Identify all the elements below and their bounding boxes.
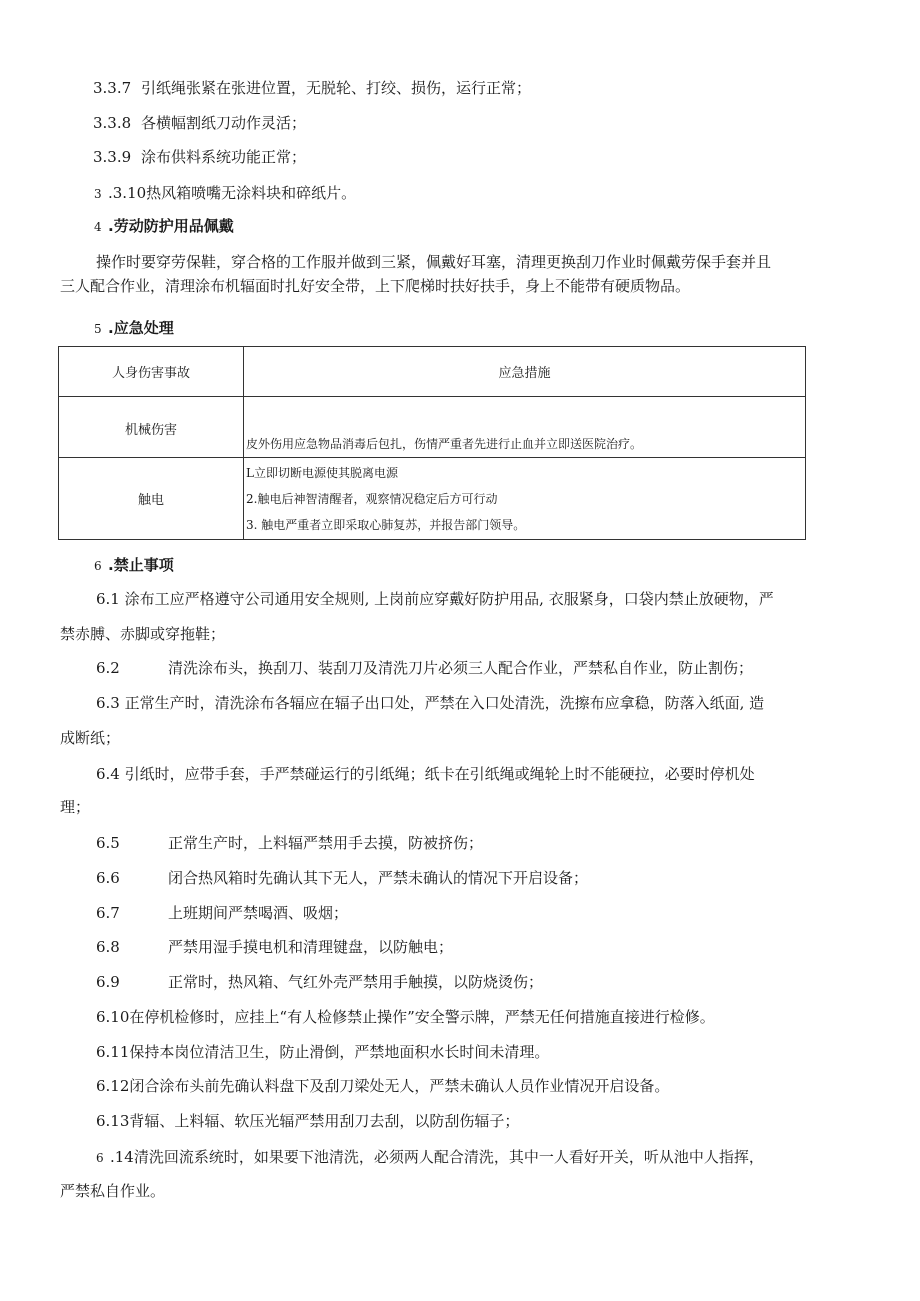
item-3-3-10: [94, 183, 356, 204]
section-title: .应急处理: [108, 319, 174, 337]
p-6-10: 6.10在停机检修时，应挂上“有人检修禁止操作”安全警示牌，严禁无任何措施直接进行检修。: [96, 1008, 715, 1026]
p-6-11: 6.11保持本岗位清洁卫生，防止滑倒，严禁地面积水长时间未清理。: [96, 1043, 550, 1061]
item-text: .3.10热风箱喷嘴无涂料块和碎纸片。: [108, 184, 357, 202]
p-6-4-line-1: 6.4 引纸时，应带手套，手严禁碰运行的引纸绳；纸卡在引纸绳或绳轮上时不能硬拉，必要时停机处: [96, 765, 755, 783]
measure-line: L立即切断电源使其脱离电源: [246, 465, 398, 480]
item-number: 6.8: [96, 938, 120, 956]
p-6-14-line-1: [96, 1147, 764, 1168]
p-6-1-line-1: 6.1 涂布工应严格遵守公司通用安全规则, 上岗前应穿戴好防护用品, 衣服紧身，口袋内禁止放硬物，严: [96, 590, 774, 608]
section-4-line-1: 操作时要穿劳保鞋，穿合格的工作服并做到三紧，佩戴好耳塞，清理更换刮刀作业时佩戴劳保手套并且: [96, 253, 772, 271]
measure-line: 2.触电后神智清醒者，观察情况稳定后方可行动: [246, 491, 498, 506]
section-4-heading: [94, 216, 234, 237]
item-number: 6.6: [96, 869, 120, 887]
cell-injury-type: 触电: [59, 458, 244, 540]
table-row: [59, 458, 806, 540]
item-number: 6.7: [96, 904, 120, 922]
item-number: 6.5: [96, 834, 120, 852]
p-6-9: [96, 972, 543, 992]
item-text: 涂布供料系统功能正常；: [141, 148, 307, 166]
item-3-3-7: [93, 78, 531, 98]
p-6-8: [96, 937, 453, 957]
item-number: 3: [94, 187, 102, 201]
p-6-12: 6.12闭合涂布头前先确认料盘下及刮刀梁处无人，严禁未确认人员作业情况开启设备。: [96, 1077, 670, 1095]
item-number: 6: [96, 1151, 104, 1165]
item-text: 正常时，热风箱、气红外壳严禁用手触摸，以防烧烫伤；: [168, 973, 544, 991]
section-4-line-2: 三人配合作业，清理涂布机辐面时扎好安全带，上下爬梯时扶好扶手，身上不能带有硬质物品。: [60, 277, 691, 295]
item-text: 上班期间严禁喝酒、吸烟；: [168, 904, 349, 922]
item-number: 3.3.8: [93, 114, 132, 132]
header-measures: 应急措施: [244, 347, 806, 397]
item-number: 6.2: [96, 659, 120, 677]
p-6-2: [96, 658, 753, 678]
p-6-7: [96, 903, 348, 923]
p-6-4-line-2: 理；: [60, 798, 91, 816]
section-title: .禁止事项: [108, 556, 174, 574]
cell-injury-type: 机械伤害: [59, 397, 244, 458]
item-number: 6.9: [96, 973, 120, 991]
item-3-3-9: [93, 147, 306, 167]
item-text: 各横幅割纸刀动作灵活；: [141, 114, 307, 132]
table-row: [59, 397, 806, 458]
emergency-table: [58, 346, 806, 540]
p-6-1-line-2: 禁赤膊、赤脚或穿拖鞋；: [60, 625, 226, 643]
section-6-heading: [94, 555, 174, 576]
table-header-row: [59, 347, 806, 397]
section-title: .劳动防护用品佩戴: [108, 217, 234, 235]
section-number: 4: [94, 220, 102, 234]
p-6-5: [96, 833, 483, 853]
section-number: 5: [94, 322, 102, 336]
p-6-14-line-2: 严禁私自作业。: [60, 1182, 166, 1200]
item-text: 严禁用湿手摸电机和清理键盘，以防触电；: [168, 938, 454, 956]
item-number: 3.3.7: [93, 79, 132, 97]
item-text: 正常生产时，上料辐严禁用手去摸，防被挤伤；: [168, 834, 484, 852]
item-text: 引纸绳张紧在张进位置，无脱轮、打绞、损伤，运行正常；: [141, 79, 532, 97]
p-6-13: 6.13背辐、上料辐、软压光辐严禁用刮刀去刮，以防刮伤辐子；: [96, 1112, 520, 1130]
cell-measure: 皮外伤用应急物品消毒后包扎，伤情严重者先进行止血并立即送医院治疗。: [244, 397, 806, 458]
measure-line: 3. 触电严重者立即采取心肺复苏，并报告部门领导。: [246, 517, 526, 532]
item-3-3-8: [93, 113, 306, 133]
header-injury-type: 人身伤害事故: [59, 347, 244, 397]
p-6-3-line-2: 成断纸；: [60, 729, 121, 747]
item-text: 清洗涂布头，换刮刀、装刮刀及清洗刀片必须三人配合作业，严禁私自作业，防止割伤；: [168, 659, 754, 677]
item-text: 闭合热风箱时先确认其下无人，严禁未确认的情况下开启设备；: [168, 869, 589, 887]
item-number: 3.3.9: [93, 148, 132, 166]
cell-measures: [244, 458, 806, 540]
p-6-3-line-1: 6.3 正常生产时，清洗涂布各辐应在辐子出口处，严禁在入口处清洗，洗擦布应拿稳，防落入纸面, 造: [96, 694, 765, 712]
item-text: .14清洗回流系统时，如果要下池清洗，必须两人配合清洗，其中一人看好开关，听从池中人指挥，: [110, 1148, 764, 1166]
section-5-heading: [94, 318, 174, 339]
section-number: 6: [94, 559, 102, 573]
p-6-6: [96, 868, 588, 888]
